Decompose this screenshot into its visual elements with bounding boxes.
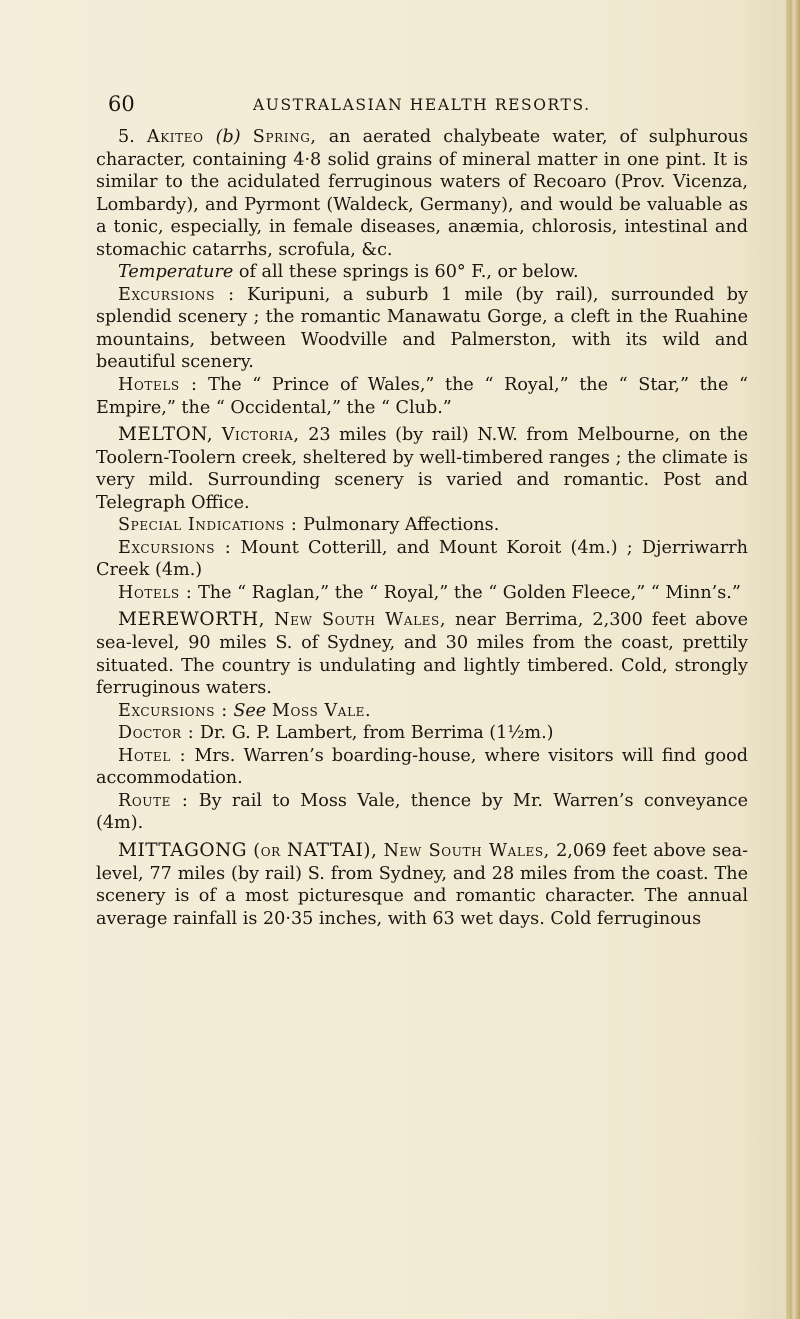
entry-name: MEREWORTH, <box>118 609 266 631</box>
temperature-label: Temperature <box>118 262 234 283</box>
excursions-label: Excursions : <box>118 537 232 558</box>
excursions-label: Excursions : <box>118 284 235 305</box>
route-label: Route : <box>118 790 189 811</box>
entry-name: MELTON, <box>118 424 214 446</box>
see-reference: See <box>233 700 267 721</box>
doctor-label: Doctor : <box>118 723 195 744</box>
hotel-label: Hotel : <box>118 745 187 766</box>
route-text: By rail to Moss Vale, thence by Mr. Warren’s conveyance (4m). <box>96 790 748 834</box>
special-indications-label: Special Indications : <box>118 515 298 536</box>
doctor-text: Dr. G. P. Lambert, from Berrima (1½m.) <box>199 723 554 744</box>
hotels-text: The “ Prince of Wales,” the “ Royal,” the “ Star,” the “ Empire,” the “ Occidental,” the “ Club.” <box>96 375 749 418</box>
special-indications-text: Pulmonary Affections. <box>303 515 500 536</box>
entry-or: (or <box>253 840 281 861</box>
mittagong-entry <box>96 840 748 930</box>
temperature-text: of all these springs is 60° F., or below. <box>238 262 579 283</box>
excursions-paragraph <box>96 700 748 723</box>
temperature-paragraph <box>96 261 748 284</box>
hotels-label: Hotels : <box>118 582 193 603</box>
page-number: 60 <box>108 92 135 116</box>
entry-kind: Spring, <box>252 127 317 147</box>
entry-mark: (b) <box>215 127 241 147</box>
route-paragraph <box>96 790 748 835</box>
excursions-text: Kuripuni, a suburb 1 mile (by rail), surrounded by splendid scenery ; the romantic Manawatu Gorge, a cleft in the Ruahine mountains, between Woodville and Palmerston, with its wild and beautiful scenery. <box>96 284 748 373</box>
running-title: AUSTRALASIAN HEALTH RESORTS. <box>253 96 591 114</box>
mereworth-entry <box>96 609 748 699</box>
entry-text: an aerated chalybeate water, of sulphurous character, containing 4·8 solid grains of mineral matter in one pint. It is similar to the acidulated ferruginous waters of Recoaro (Prov. Vicenza, Lombardy), and Pyrmont (Waldeck, Germany), and would be valuable as a tonic, especially, in female diseases, anæmia, chlorosis, intestinal and stomachic catarrhs, scrofula, &c. <box>96 127 749 260</box>
special-indications-paragraph <box>96 514 748 537</box>
entry-text: 2,069 feet above sea-level, 77 miles (by rail) S. from Sydney, and 28 miles from the coast. The scenery is of a most picturesque and romantic character. The annual average rainfall is 20·35 inches, with 63 wet days. Cold ferruginous <box>96 840 749 929</box>
hotels-paragraph <box>96 582 748 605</box>
hotels-label: Hotels : <box>118 375 198 396</box>
hotels-paragraph <box>96 374 748 419</box>
entry-number: 5. <box>118 127 135 147</box>
hotel-text: Mrs. Warren’s boarding-house, where visitors will find good accommodation. <box>96 745 749 789</box>
entry-region: Victoria, <box>221 425 300 446</box>
page-edge <box>786 0 800 1319</box>
excursions-paragraph <box>96 537 748 582</box>
melton-entry <box>96 424 748 514</box>
doctor-paragraph <box>96 722 748 745</box>
entry-region: New South Wales, <box>274 610 447 631</box>
page-text <box>96 126 748 930</box>
hotel-paragraph <box>96 745 748 790</box>
hotels-text: The “ Raglan,” the “ Royal,” the “ Golden Fleece,” “ Minn’s.” <box>198 582 741 603</box>
running-head <box>108 92 748 122</box>
entry-text: near Berrima, 2,300 feet above sea-level, 90 miles S. of Sydney, and 30 miles from the coast, prettily situated. The country is undulating and lightly timbered. Cold, strongly ferruginous waters. <box>96 610 749 699</box>
entry-name: Akiteo <box>146 127 204 147</box>
entry-text: 23 miles (by rail) N.W. from Melbourne, on the Toolern-Toolern creek, sheltered by well-timbered ranges ; the climate is very mild. Surrounding scenery is varied and romantic. Post and Telegraph Office. <box>96 425 749 513</box>
entry-name: MITTAGONG <box>118 839 248 861</box>
entry-alt-name: NATTAI), <box>287 839 378 861</box>
excursions-text: Mount Cotterill, and Mount Koroit (4m.) ; Djerriwarrh Creek (4m.) <box>96 537 749 581</box>
entry-region: New South Wales, <box>383 840 550 861</box>
excursions-label: Excursions : <box>118 700 228 721</box>
excursions-paragraph <box>96 284 748 374</box>
excursions-text: Moss Vale. <box>271 700 372 721</box>
akiteo-entry <box>96 126 748 261</box>
